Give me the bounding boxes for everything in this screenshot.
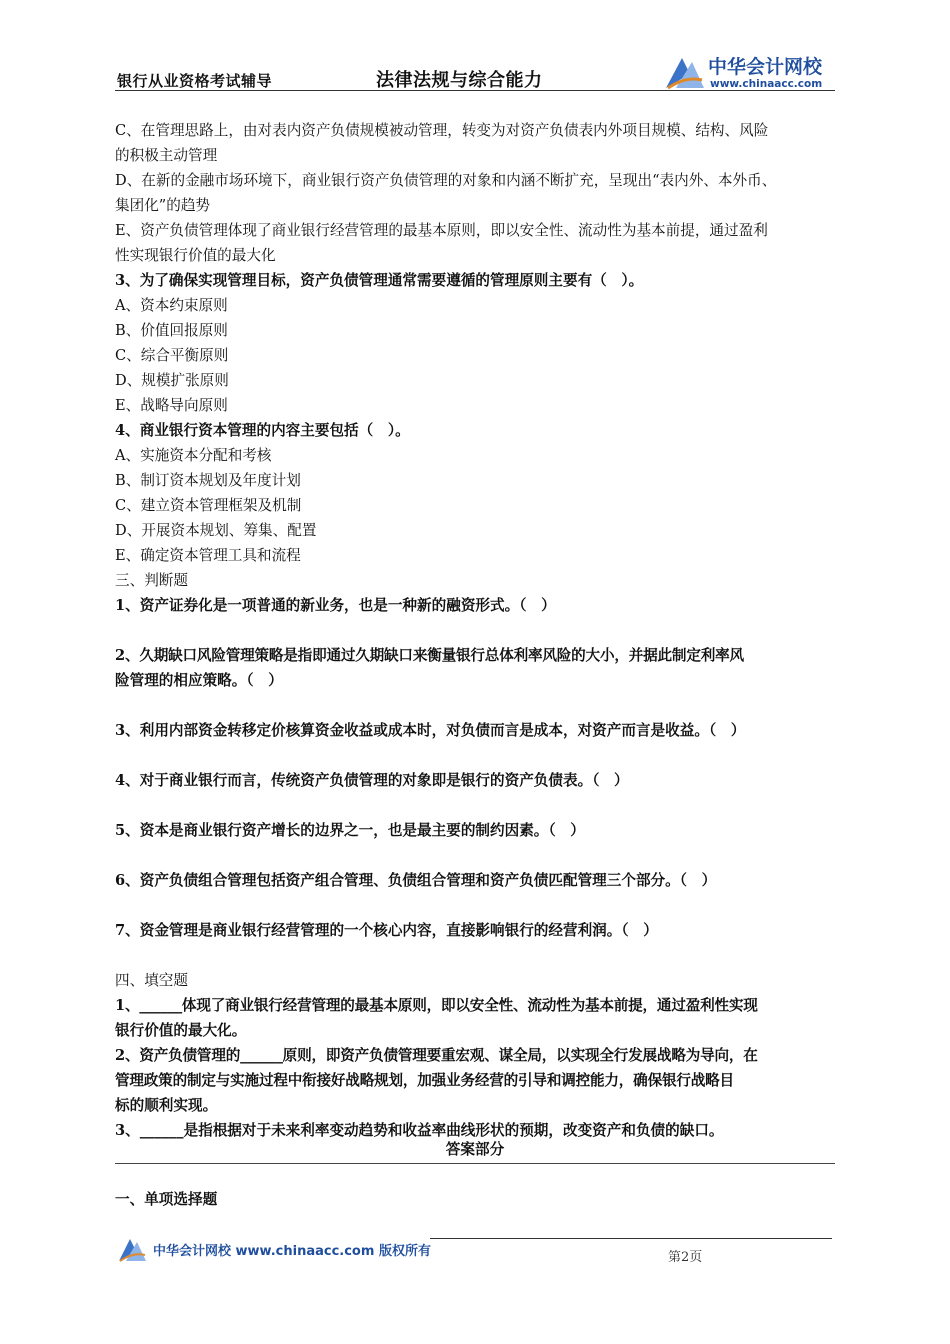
option-e: E、确定资本管理工具和流程	[115, 547, 301, 564]
fill-blank-1: 1、______体现了商业银行经营管理的最基本原则，即以安全性、流动性为基本前提，通过盈利性实现	[115, 997, 758, 1014]
answer-divider	[115, 1163, 835, 1164]
option-d: D、规模扩张原则	[115, 372, 229, 389]
judgment-2-cont: 险管理的相应策略。（ ）	[115, 672, 283, 689]
option-c: C、综合平衡原则	[115, 347, 229, 364]
fill-blank-1-cont: 银行价值的最大化。	[115, 1022, 247, 1039]
section-heading-judgment: 三、判断题	[115, 572, 188, 589]
option-b: B、制订资本规划及年度计划	[115, 472, 301, 489]
judgment-1: 1、资产证券化是一项普通的新业务，也是一种新的融资形式。（ ）	[115, 597, 556, 614]
judgment-6: 6、资产负债组合管理包括资产组合管理、负债组合管理和资产负债匹配管理三个部分。（ ）	[115, 872, 717, 889]
judgment-5: 5、资本是商业银行资产增长的边界之一，也是最主要的制约因素。（ ）	[115, 822, 585, 839]
answer-section-title: 答案部分	[445, 1141, 505, 1158]
judgment-3: 3、利用内部资金转移定价核算资金收益或成本时，对负债而言是成本，对资产而言是收益。（ ）	[115, 722, 746, 739]
fill-blank-2: 2、资产负债管理的______原则，即资产负债管理要重宏观、谋全局，以实现全行发展战略为导向，在	[115, 1047, 758, 1064]
option-a: A、资本约束原则	[115, 297, 228, 314]
option-e: E、战略导向原则	[115, 397, 228, 414]
footer-divider	[430, 1238, 832, 1239]
option-a: A、实施资本分配和考核	[115, 447, 272, 464]
question-3: 3、为了确保实现管理目标，资产负债管理通常需要遵循的管理原则主要有（ ）。	[115, 272, 644, 289]
option-b: B、价值回报原则	[115, 322, 228, 339]
judgment-2: 2、久期缺口风险管理策略是指即通过久期缺口来衡量银行总体利率风险的大小，并据此制定利率风	[115, 647, 744, 664]
text-line: C、在管理思路上，由对表内资产负债规模被动管理，转变为对资产负债表内外项目规模、结构、风险	[115, 122, 769, 139]
fill-blank-2-cont: 管理政策的制定与实施过程中衔接好战略规划，加强业务经营的引导和调控能力，确保银行战略目	[115, 1072, 734, 1089]
text-line: D、在新的金融市场环境下，商业银行资产负债管理的对象和内涵不断扩充，呈现出“表内外、本外币、	[115, 172, 777, 189]
option-c: C、建立资本管理框架及机制	[115, 497, 302, 514]
answer-section-heading: 一、单项选择题	[115, 1191, 218, 1208]
chinaacc-logo-icon	[662, 52, 706, 92]
page-number: 第2页	[668, 1250, 703, 1265]
fill-blank-3: 3、______是指根据对于未来利率变动趋势和收益率曲线形状的预期，改变资产和负债的缺口。	[115, 1122, 724, 1139]
header-left-title: 银行从业资格考试辅导	[117, 72, 273, 90]
question-4: 4、商业银行资本管理的内容主要包括（ ）。	[115, 422, 410, 439]
option-d: D、开展资本规划、筹集、配置	[115, 522, 317, 539]
text-line: E、资产负债管理体现了商业银行经营管理的最基本原则，即以安全性、流动性为基本前提，通过盈利	[115, 222, 768, 239]
text-line: 性实现银行价值的最大化	[115, 247, 276, 264]
text-line: 集团化”的趋势	[115, 197, 211, 214]
judgment-4: 4、对于商业银行而言，传统资产负债管理的对象即是银行的资产负债表。（ ）	[115, 772, 629, 789]
fill-blank-2-cont: 标的顺利实现。	[115, 1097, 218, 1114]
chinaacc-logo[interactable]	[662, 52, 842, 92]
header-document-title: 法律法规与综合能力	[376, 70, 543, 91]
footer-logo-icon	[117, 1235, 147, 1263]
logo-url[interactable]: www.chinaacc.com	[710, 78, 823, 90]
section-heading-fill-blank: 四、填空题	[115, 972, 188, 989]
document-body	[115, 118, 840, 1143]
header-divider	[115, 90, 835, 91]
footer-copyright: 中华会计网校 www.chinaacc.com 版权所有	[153, 1244, 431, 1259]
logo-name: 中华会计网校	[708, 56, 823, 78]
text-line: 的积极主动管理	[115, 147, 218, 164]
judgment-7: 7、资金管理是商业银行经营管理的一个核心内容，直接影响银行的经营利润。（ ）	[115, 922, 658, 939]
